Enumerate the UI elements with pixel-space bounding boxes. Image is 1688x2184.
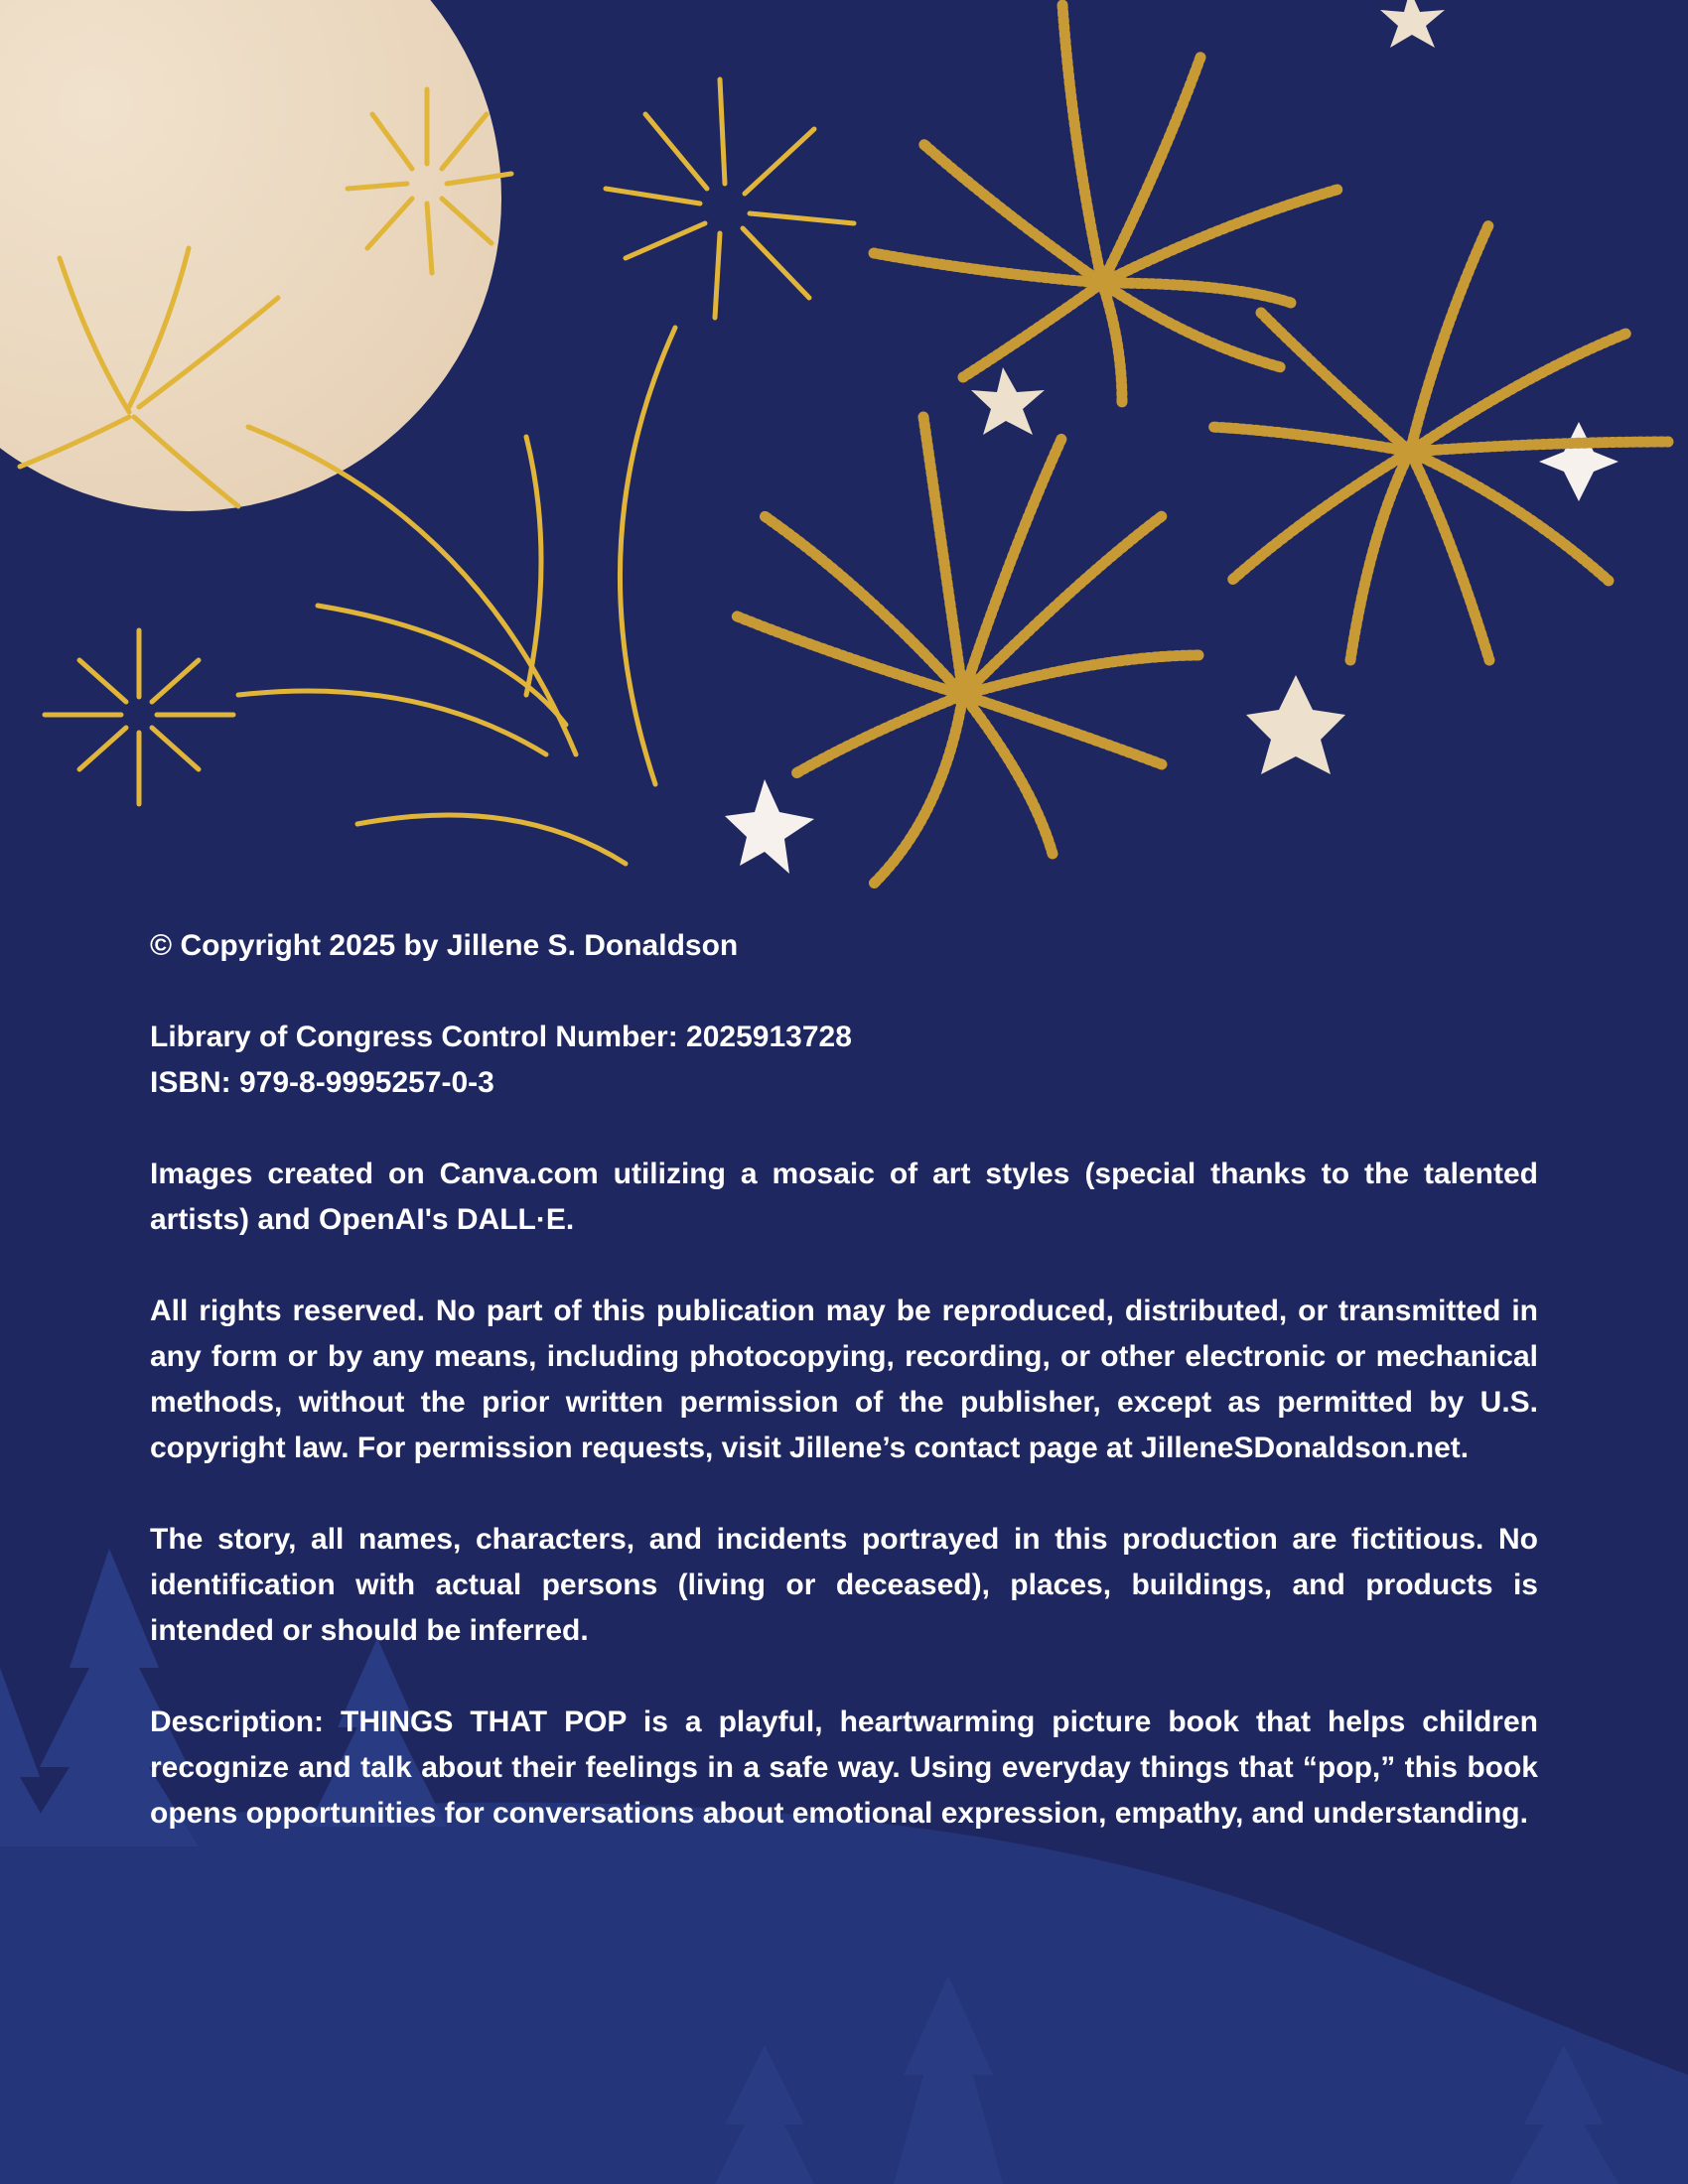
lccn-line: Library of Congress Control Number: 2025913728 <box>150 1021 852 1053</box>
isbn-line: ISBN: 979-8-9995257-0-3 <box>150 1066 494 1099</box>
copyright-line: © Copyright 2025 by Jillene S. Donaldson <box>150 929 739 962</box>
star <box>1246 675 1345 774</box>
hill <box>0 1803 1688 2184</box>
star <box>1539 422 1618 501</box>
star <box>971 367 1045 435</box>
copyright-page-text <box>150 923 1538 1837</box>
moon <box>0 0 501 511</box>
glitter-fireworks <box>735 5 1668 884</box>
rights-statement: All rights reserved. No part of this publication may be reproduced, distributed, or transmitted in any form or by any means, including photocopying, recording, or other electronic or mechanical methods, without the prior written permission of the publisher, except as permitted by U.S. copyright law. For permission requests, visit Jillene’s contact page at JilleneSDonaldson.net. <box>150 1295 1538 1464</box>
fiction-disclaimer: The story, all names, characters, and incidents portrayed in this production are fictitious. No identification with actual persons (living or deceased), places, buildings, and products is intended or should be inferred. <box>150 1523 1538 1647</box>
star <box>725 779 814 874</box>
star <box>1380 0 1445 48</box>
book-description: Description: THINGS THAT POP is a playful, heartwarming picture book that helps children recognize and talk about their feelings in a safe way. Using everyday things that “pop,” this book opens opportunities for conversations about emotional expression, empathy, and understanding. <box>150 1706 1538 1830</box>
publication-identifiers <box>150 1015 1538 1106</box>
images-credit: Images created on Canva.com utilizing a mosaic of art styles (special thanks to the talented artists) and OpenAI's DALL·E. <box>150 1158 1538 1236</box>
